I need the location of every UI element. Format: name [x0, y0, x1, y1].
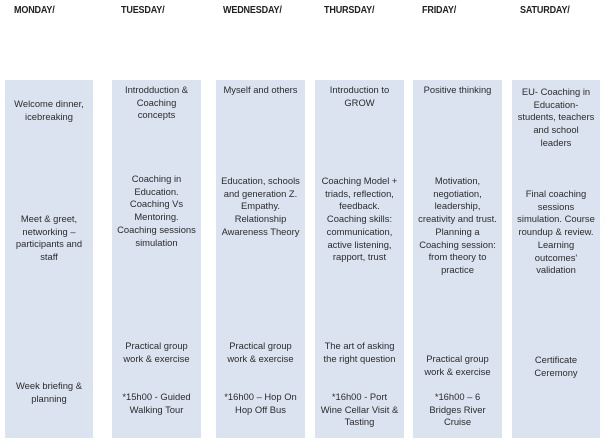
day-column-thursday — [315, 80, 404, 438]
session-thursday-morning: Introduction to GROW — [329, 84, 390, 108]
session-thursday-activity: *16h00 - Port Wine Cellar Visit & Tasting — [320, 391, 399, 428]
session-friday-afternoon: Practical group work & exercise — [424, 353, 491, 377]
session-saturday-afternoon: Certificate Ceremony — [534, 354, 578, 378]
day-header-tuesday: TUESDAY/ — [121, 4, 165, 16]
day-header-friday: FRIDAY/ — [422, 4, 457, 16]
session-friday-activity: *16h00 – 6 Bridges River Cruise — [429, 391, 486, 428]
session-tuesday-midday: Coaching in Education. Coaching Vs Mentoring. Coaching sessions simulation — [117, 173, 196, 248]
day-column-wednesday — [216, 80, 305, 438]
day-column-friday — [413, 80, 502, 438]
day-column-saturday — [512, 80, 600, 438]
session-monday-networking: Meet & greet, networking – participants and staff — [15, 213, 83, 263]
day-header-monday: MONDAY/ — [14, 4, 55, 16]
day-header-wednesday: WEDNESDAY/ — [223, 4, 282, 16]
day-column-tuesday — [112, 80, 201, 438]
session-tuesday-afternoon: Practical group work & exercise — [123, 340, 190, 364]
session-wednesday-morning: Myself and others — [223, 84, 298, 95]
session-saturday-midday: Final coaching sessions simulation. Course roundup & review. Learning outcomes' validation — [517, 188, 595, 276]
session-tuesday-morning: Introdduction & Coaching concepts — [124, 84, 189, 121]
day-column-monday — [5, 80, 93, 438]
session-monday-briefing: Week briefing & planning — [15, 380, 82, 404]
day-header-saturday: SATURDAY/ — [520, 4, 570, 16]
session-monday-evening: Welcome dinner, icebreaking — [14, 98, 84, 122]
session-wednesday-activity: *16h00 – Hop On Hop Off Bus — [224, 391, 297, 415]
session-tuesday-activity: *15h00 - Guided Walking Tour — [122, 391, 191, 415]
session-friday-midday: Motivation, negotiation, leadership, creativity and trust. Planning a Coaching session: from theory to practice — [418, 175, 497, 275]
session-wednesday-afternoon: Practical group work & exercise — [227, 340, 294, 364]
session-friday-morning: Positive thinking — [423, 84, 492, 95]
day-header-thursday: THURSDAY/ — [324, 4, 375, 16]
session-thursday-afternoon: The art of asking the right question — [323, 340, 396, 364]
session-wednesday-midday: Education, schools and generation Z. Empathy. Relationship Awareness Theory — [221, 175, 300, 237]
session-thursday-midday: Coaching Model + triads, reflection, feedback. Coaching skills: communication, active listening, rapport, trust — [321, 175, 398, 263]
session-saturday-morning: EU- Coaching in Education- students, teachers and school leaders — [517, 86, 595, 148]
